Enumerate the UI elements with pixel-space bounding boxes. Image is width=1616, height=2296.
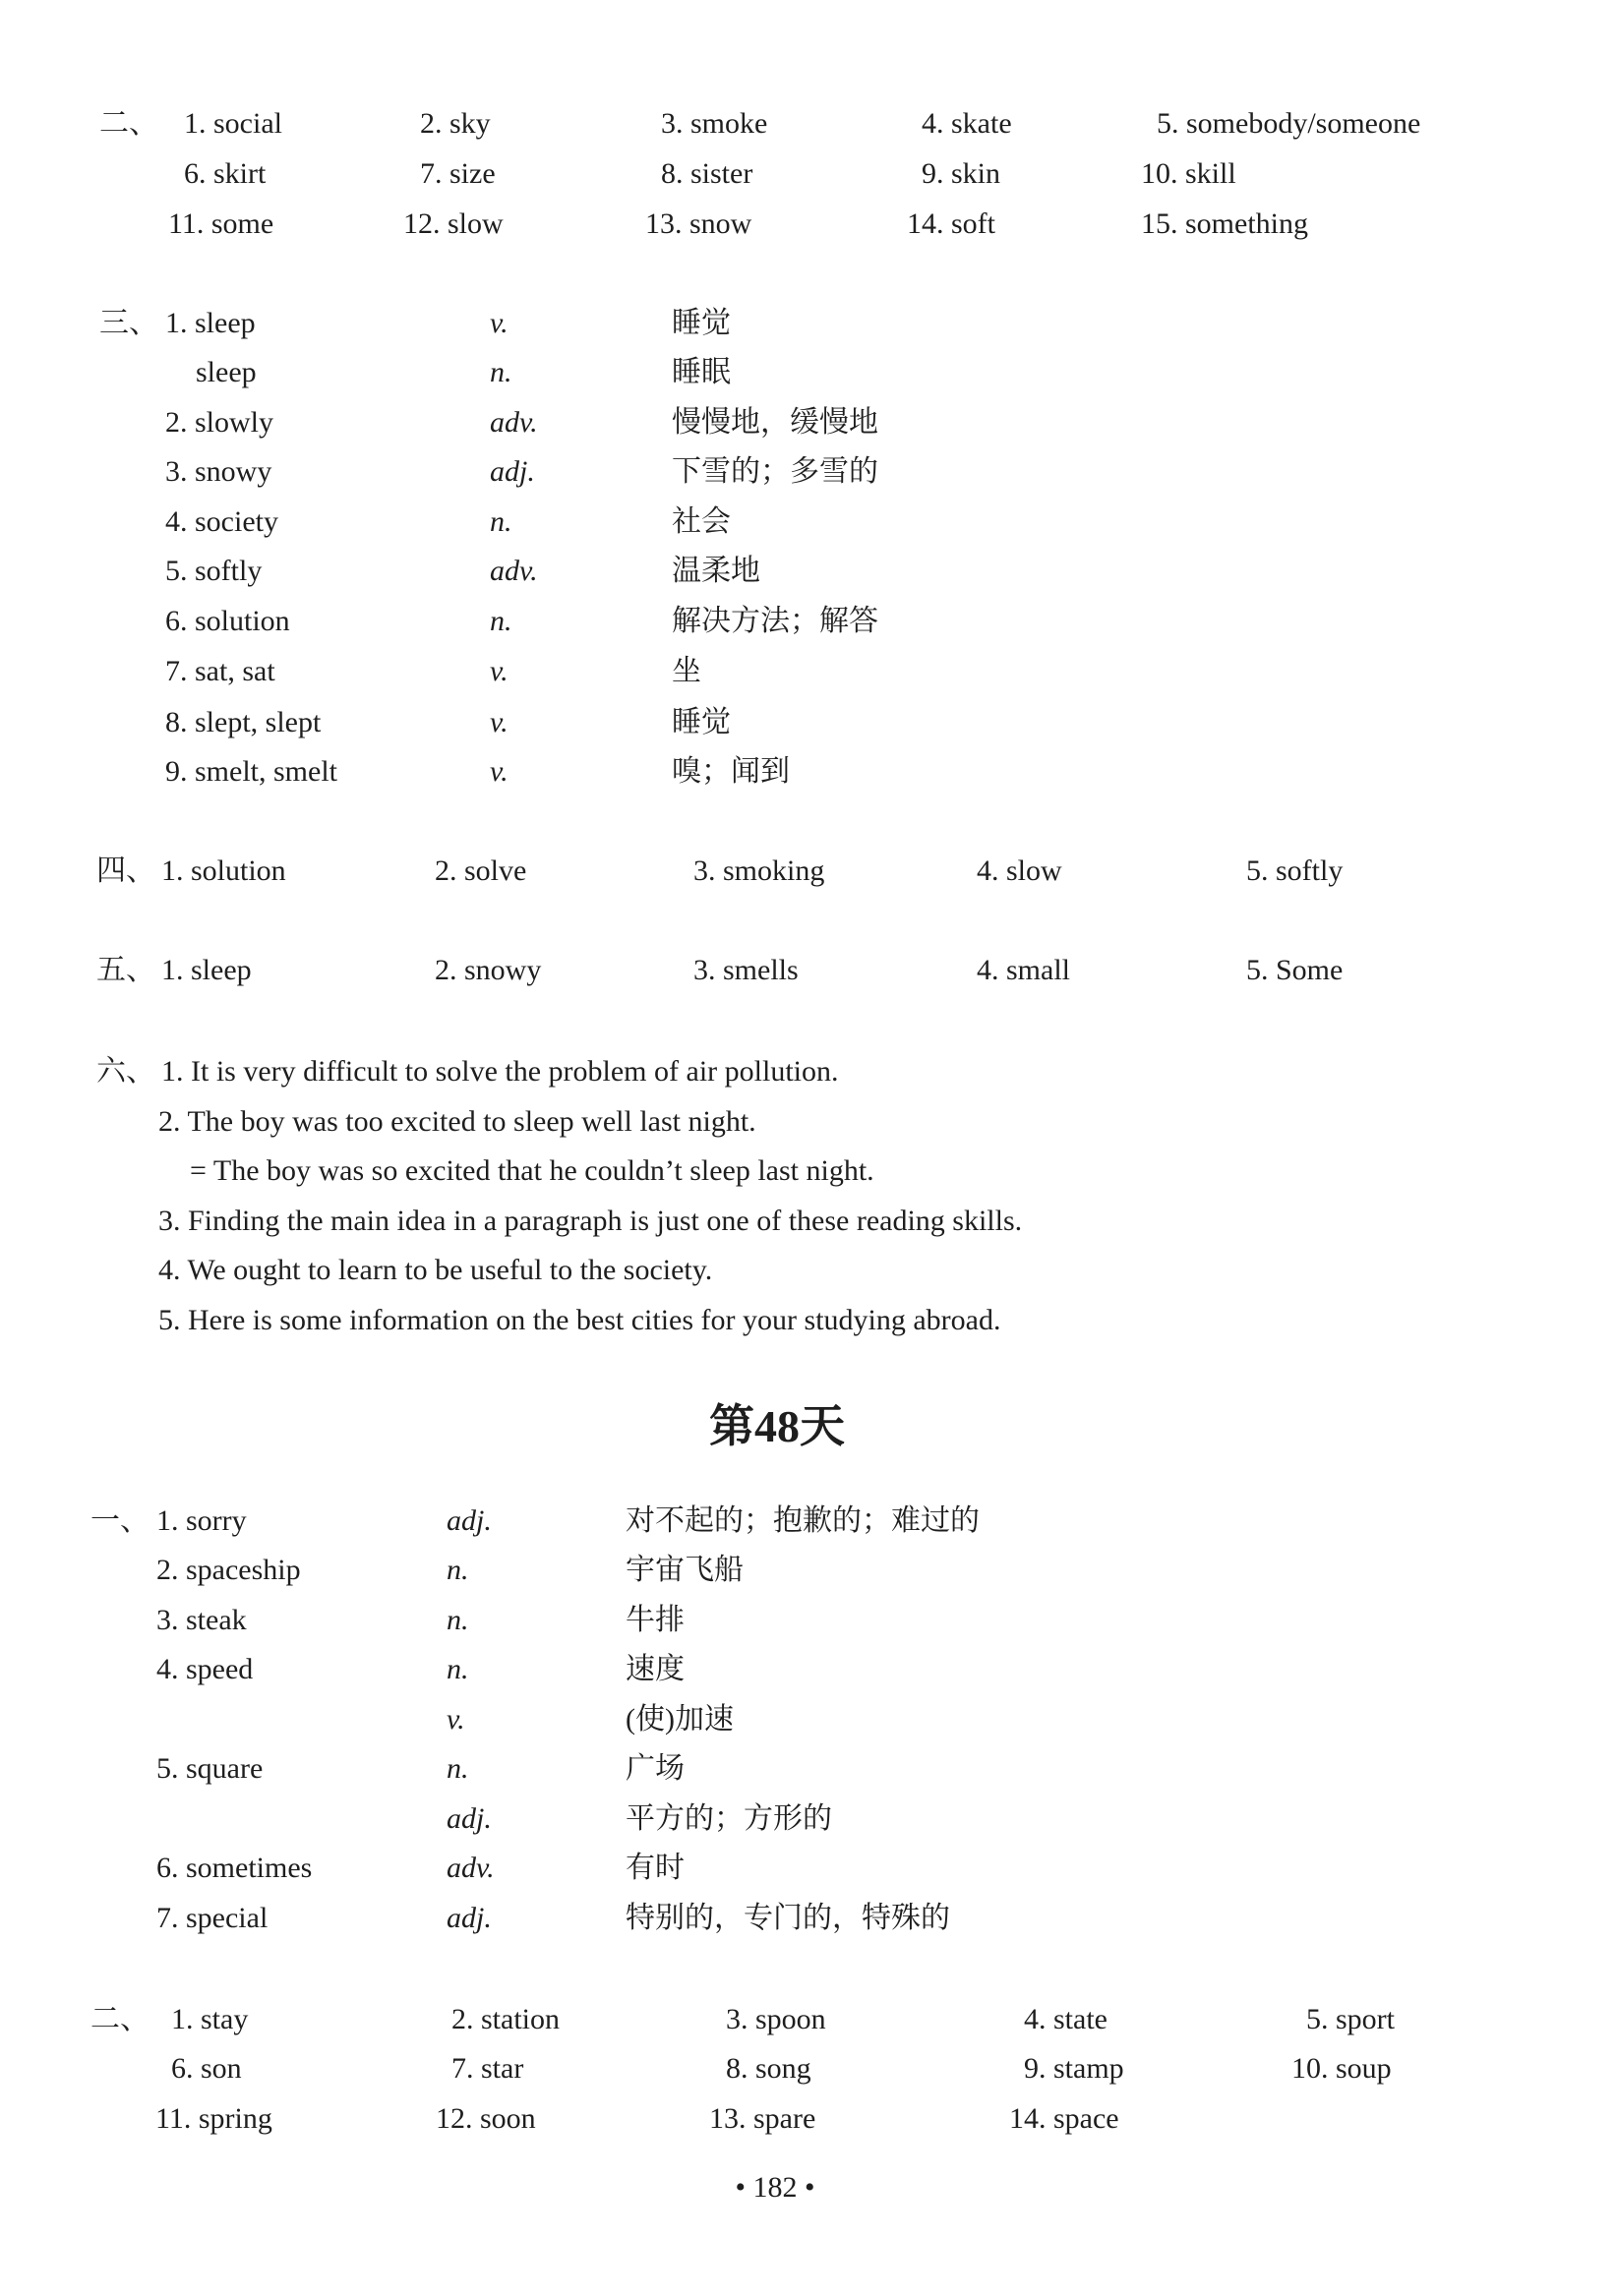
answer-item: 2. sky <box>420 107 491 140</box>
vocab-word: 5. softly <box>165 555 263 587</box>
vocab-pos: adv. <box>447 1852 495 1884</box>
vocab-meaning: 有时 <box>626 1852 685 1884</box>
section-marker: 一、 <box>90 1504 150 1537</box>
answer-item: 3. smoke <box>661 107 768 140</box>
answer-item: 13. spare <box>709 2102 816 2135</box>
answer-item: 7. star <box>451 2052 524 2085</box>
vocab-word: 2. slowly <box>165 406 274 439</box>
answer-item: 15. something <box>1141 207 1308 240</box>
day-title: 第48天 <box>709 1401 845 1451</box>
vocab-pos: v. <box>490 655 509 687</box>
answer-item: 4. small <box>977 954 1070 986</box>
vocab-meaning: 宇宙飞船 <box>626 1554 744 1586</box>
answer-item: 2. station <box>451 2003 560 2035</box>
vocab-meaning: 睡觉 <box>672 307 731 339</box>
vocab-word: 2. spaceship <box>156 1554 301 1586</box>
vocab-meaning: 下雪的；多雪的 <box>672 455 878 488</box>
vocab-word: 7. special <box>156 1902 269 1934</box>
vocab-meaning: 解决方法；解答 <box>672 605 878 637</box>
vocab-word: sleep <box>196 356 257 388</box>
answer-item: 14. soft <box>907 207 995 240</box>
vocab-word: 7. sat, sat <box>165 655 275 687</box>
vocab-word: 9. smelt, smelt <box>165 755 337 788</box>
answer-item: 3. spoon <box>726 2003 826 2035</box>
vocab-word: 6. solution <box>165 605 290 637</box>
vocab-meaning: (使)加速 <box>626 1703 734 1736</box>
vocab-word: 3. steak <box>156 1604 247 1636</box>
answer-item: 4. skate <box>922 107 1012 140</box>
answer-item: 14. space <box>1009 2102 1119 2135</box>
section-marker: 二、 <box>90 2003 150 2035</box>
vocab-meaning: 睡眠 <box>672 356 731 388</box>
section-marker: 三、 <box>99 307 158 339</box>
answer-item: 12. slow <box>403 207 504 240</box>
answer-item: 4. state <box>1024 2003 1107 2035</box>
vocab-pos: adj. <box>447 1802 492 1835</box>
vocab-meaning: 社会 <box>672 505 731 538</box>
vocab-meaning: 坐 <box>672 655 701 687</box>
vocab-pos: n. <box>490 605 512 637</box>
vocab-word: 6. sometimes <box>156 1852 313 1884</box>
answer-item: 8. song <box>726 2052 811 2085</box>
answer-item: 1. solution <box>161 854 286 887</box>
section-marker: 四、 <box>96 854 155 887</box>
vocab-pos: n. <box>447 1653 469 1685</box>
answer-item: 5. somebody/someone <box>1157 107 1421 140</box>
answer-item: 8. sister <box>661 157 753 190</box>
answer-item: 1. social <box>184 107 282 140</box>
vocab-meaning: 平方的；方形的 <box>626 1802 832 1835</box>
sentence-line: 5. Here is some information on the best cities for your studying abroad. <box>158 1304 1001 1336</box>
sentence-line: = The boy was so excited that he couldn’t sleep last night. <box>190 1154 874 1187</box>
answer-item: 3. smoking <box>693 854 825 887</box>
answer-item: 11. some <box>168 207 274 240</box>
vocab-meaning: 慢慢地，缓慢地 <box>672 406 878 439</box>
section-marker: 五、 <box>96 954 155 986</box>
answer-item: 7. size <box>420 157 496 190</box>
vocab-word: 1. sleep <box>165 307 256 339</box>
vocab-pos: adj. <box>447 1902 492 1934</box>
vocab-pos: n. <box>447 1604 469 1636</box>
vocab-meaning: 嗅；闻到 <box>672 755 790 788</box>
page-number: • 182 • <box>735 2171 815 2204</box>
answer-item: 5. softly <box>1246 854 1344 887</box>
vocab-pos: n. <box>490 505 512 538</box>
section-marker: 二、 <box>99 107 158 140</box>
answer-item: 3. smells <box>693 954 799 986</box>
vocab-word: 3. snowy <box>165 455 272 488</box>
vocab-word: 5. square <box>156 1752 264 1785</box>
sentence-line: 3. Finding the main idea in a paragraph is just one of these reading skills. <box>158 1205 1023 1237</box>
answer-item: 2. snowy <box>435 954 542 986</box>
answer-item: 9. skin <box>922 157 1001 190</box>
vocab-pos: adv. <box>490 555 538 587</box>
vocab-pos: adj. <box>447 1504 492 1537</box>
sentence-line: 2. The boy was too excited to sleep well last night. <box>158 1105 756 1138</box>
answer-item: 4. slow <box>977 854 1062 887</box>
answer-item: 9. stamp <box>1024 2052 1124 2085</box>
vocab-word: 1. sorry <box>156 1504 247 1537</box>
vocab-meaning: 特别的，专门的，特殊的 <box>626 1902 950 1934</box>
sentence-line: 4. We ought to learn to be useful to the society. <box>158 1254 713 1286</box>
vocab-meaning: 广场 <box>626 1752 685 1785</box>
vocab-meaning: 速度 <box>626 1653 685 1685</box>
vocab-pos: v. <box>447 1703 465 1736</box>
answer-item: 10. skill <box>1141 157 1236 190</box>
vocab-pos: n. <box>447 1752 469 1785</box>
vocab-word: 4. speed <box>156 1653 254 1685</box>
vocab-meaning: 睡觉 <box>672 706 731 738</box>
vocab-pos: adj. <box>490 455 535 488</box>
answer-item: 11. spring <box>155 2102 272 2135</box>
answer-item: 12. soon <box>436 2102 536 2135</box>
vocab-word: 4. society <box>165 505 278 538</box>
answer-item: 6. skirt <box>184 157 267 190</box>
vocab-pos: v. <box>490 307 509 339</box>
vocab-pos: n. <box>447 1554 469 1586</box>
answer-item: 5. Some <box>1246 954 1344 986</box>
vocab-word: 8. slept, slept <box>165 706 322 738</box>
answer-item: 6. son <box>171 2052 242 2085</box>
answer-item: 5. sport <box>1306 2003 1395 2035</box>
vocab-meaning: 温柔地 <box>672 555 760 587</box>
answer-item: 1. stay <box>171 2003 249 2035</box>
vocab-pos: n. <box>490 356 512 388</box>
answer-item: 2. solve <box>435 854 527 887</box>
answer-item: 10. soup <box>1291 2052 1392 2085</box>
answer-item: 13. snow <box>645 207 752 240</box>
vocab-pos: v. <box>490 706 509 738</box>
answer-item: 1. sleep <box>161 954 252 986</box>
vocab-pos: adv. <box>490 406 538 439</box>
sentence-line: 1. It is very difficult to solve the problem of air pollution. <box>161 1055 839 1088</box>
vocab-pos: v. <box>490 755 509 788</box>
vocab-meaning: 对不起的；抱歉的；难过的 <box>626 1504 980 1537</box>
section-marker: 六、 <box>96 1055 155 1088</box>
vocab-meaning: 牛排 <box>626 1604 685 1636</box>
